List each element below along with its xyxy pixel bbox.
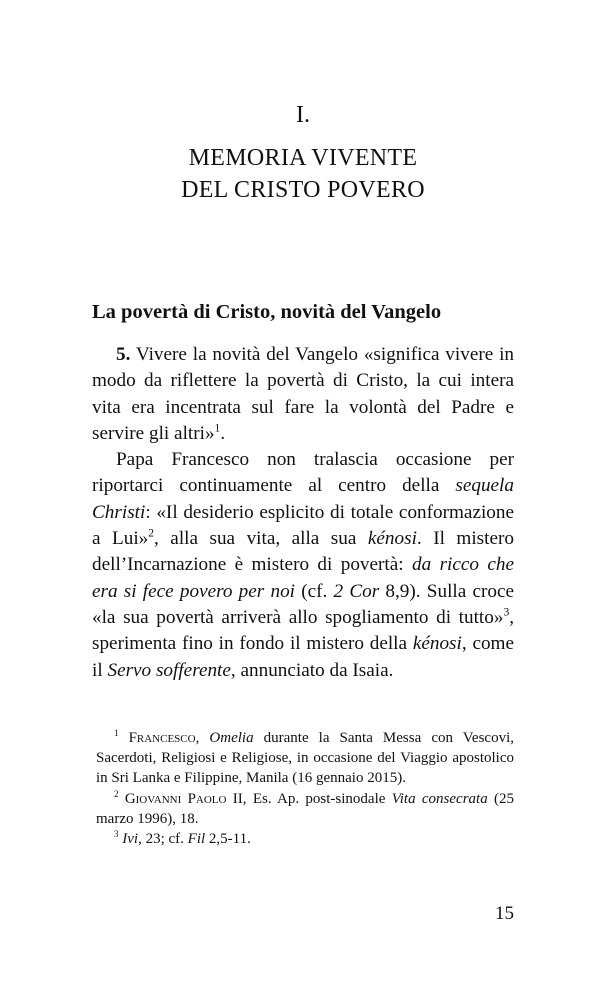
text-run: : «Il desiderio esplicito di totale conformazione a Lui» (92, 501, 514, 550)
footnote-number: 1 (114, 728, 119, 738)
paragraph-5-end: . (220, 422, 226, 444)
footnote-1 (96, 728, 514, 789)
text-run: (cf. (295, 580, 334, 602)
footnote-italic: Vita consecrata (391, 790, 488, 807)
text-run: , alla sua vita, alla sua (154, 528, 368, 550)
footnote-2 (96, 789, 514, 829)
text-run: Papa Francesco non tralascia occasione per riportarci continuamente al centro della (92, 449, 514, 497)
text-run: , come il (92, 633, 514, 681)
footnote-text: , Es. Ap. post-sinodale (242, 790, 392, 807)
text-run: , annunciato da Isaia. (230, 659, 394, 681)
footnote-ref-3: 3 (503, 606, 510, 619)
paragraph-5-text: Vivere la novità del Vangelo «significa vivere in modo da riflettere la povertà di Cristo, la cui intera vita era incentrata sul fare la volontà del Padre e servire gli altri» (92, 344, 514, 444)
paragraph-5 (92, 342, 514, 447)
footnote-text: 2,5-11. (205, 831, 251, 848)
paragraph-papa-francesco (92, 447, 514, 684)
footnote-author: Francesco (128, 730, 196, 746)
italic-kenosi: kénosi (412, 633, 462, 655)
italic-kenosi: kénosi (367, 528, 417, 550)
body-text (92, 342, 514, 684)
footnote-text: , (195, 730, 210, 746)
footnote-number: 3 (114, 829, 119, 840)
page-number: 15 (495, 903, 514, 924)
footnote-3 (96, 829, 514, 849)
footnote-italic: Ivi (122, 831, 139, 848)
footnote-text: (25 marzo 1996), 18. (96, 790, 515, 827)
paragraph-number: 5. (116, 344, 131, 365)
italic-servo-sofferente: Servo sofferente (107, 659, 231, 681)
text-run: 8,9). Sulla croce «la sua povertà arriverà allo spogliamento di tutto» (92, 580, 514, 628)
italic-2-cor: 2 Cor (333, 580, 380, 602)
chapter-number: I. (296, 102, 310, 128)
footnote-italic: Omelia (209, 730, 254, 746)
chapter-title (0, 142, 606, 206)
footnote-ref-2: 2 (148, 527, 155, 540)
italic-sequela-christi: sequela Christi (92, 475, 514, 523)
footnote-text: , 23; cf. (138, 831, 188, 848)
italic-quotation: da ricco che era si fece povero per noi (92, 554, 514, 602)
footnote-italic: Fil (187, 831, 206, 848)
text-run: , sperimenta fino in fondo il mistero della (92, 606, 514, 655)
footnote-author: Giovanni Paolo II (124, 790, 243, 807)
text-run: . Il mistero dell’Incarnazione è mistero di povertà: (92, 528, 514, 576)
footnotes (96, 728, 514, 849)
chapter-title-line-2: DEL CRISTO POVERO (181, 177, 425, 203)
section-heading: La povertà di Cristo, novità del Vangelo (92, 301, 442, 323)
chapter-title-line-1: MEMORIA VIVENTE (188, 145, 418, 171)
footnote-text: durante la Santa Messa con Vescovi, Sacerdoti, Religiosi e Religiose, in occasione del Viaggio apostolico in Sri Lanka e Filippine, Manila (16 gennaio 2015). (96, 730, 515, 787)
footnote-number: 2 (114, 788, 119, 799)
footnote-ref-1: 1 (214, 422, 221, 435)
